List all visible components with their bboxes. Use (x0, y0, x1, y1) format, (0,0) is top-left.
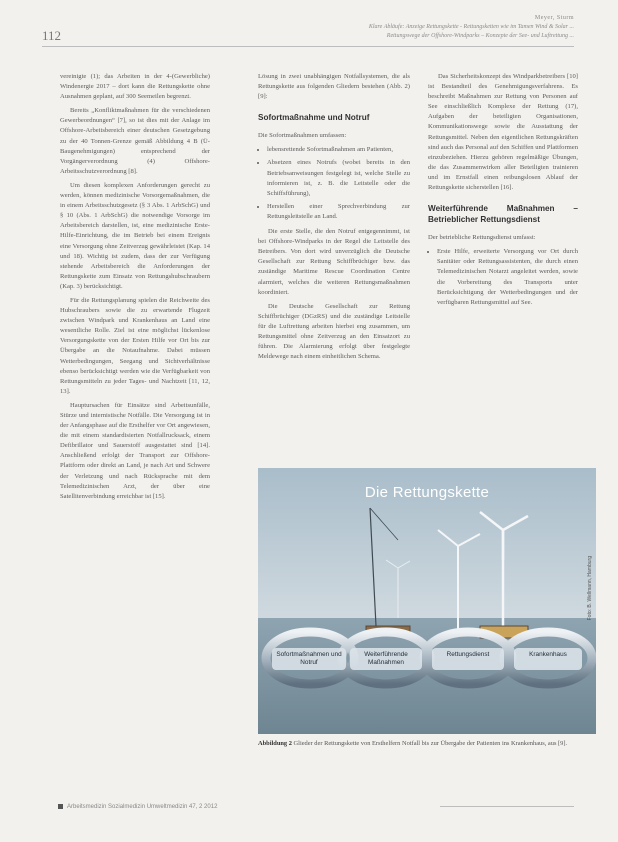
col3-paragraph: Das Sicherheitskonzept des Windparkbetreibers [10] ist Bestandteil des Genehmigungsverfahrens. Es beschreibt Maßnahmen zur Rettung von Personen auf See einschließlich Komplexe der Rettung (17), Aufgaben der beteiligten Organisationen, Kommunikationswege sowie die Ausstattung der Rettungsmittel. Neben den eigentlichen Rettungskräften sind auch das Personal auf den Schiffen und Plattformen einzubeziehen. Hierzu gehören regelmäßige Übungen, die das Zusammenwirken aller Beteiligten trainieren und im Ernstfall einen reibungslosen Ablauf der Rettungskette sicherstellen [16]. (428, 73, 578, 192)
photo-credit: Foto: B. Wellmann, Hamburg (587, 556, 593, 621)
col1-paragraph: Bereits „Konfliktmaßnahmen für die verschiedenen Gewerbeordnungen“ [7], so ist dies mit der Anlage im Offshore-Arbeitsbereich einer deutschen Gesetzgebung zu der 40 Tonnen-Grenze gemäß Abbildung 4 B (Ü-Baugenehmigungen) entsprechend der Vorgängerverordnung (4) Offshore-Arbeitsschutzverordnung [8]. (60, 107, 210, 175)
col1-paragraph: vereinigte (1); das Arbeiten in der 4-(Gewerbliche) Windenergie 2017 – dort kann die Rettungskette ohne Ausnahmen geplant, auf 300 Seemeilen begrenzt. (60, 73, 210, 101)
header-rule (42, 46, 574, 47)
list-item: • Herstellen einer Sprechverbindung zur Rettungsleitstelle an Land. (267, 202, 410, 222)
chain-link-label: Krankenhaus (529, 651, 567, 658)
list-item: • Absetzen eines Notrufs (wobei bereits in den Betriebsanweisungen festgelegt ist, welche Stelle zu informieren ist, z. B. die Leitstelle oder die Schiffsführung), (267, 158, 410, 198)
caption-label: Abbildung 2 (258, 740, 292, 747)
header-author: Meyer, Sturm (534, 15, 574, 21)
col2-bullet-list (258, 145, 410, 222)
chain-link-label: Rettungsdienst (446, 651, 490, 658)
footer-text: Arbeitsmedizin Sozialmedizin Umweltmedizin 47, 2 2012 (67, 804, 218, 811)
col2-paragraph: Die erste Stelle, die den Notruf entgegennimmt, ist bei Offshore-Windparks in der Regel die Leitstelle des Betreibers. Von dort wird unverzüglich die Deutsche Gesellschaft zur Rettung Schiffbrüchiger bzw. das zuständige Maritime Rescue Coordination Centre alarmiert, welches die weiteren Rettungsmaßnahmen koordiniert. (258, 228, 410, 296)
col3-bullet-list (428, 247, 578, 308)
rescue-chain-figure (258, 468, 596, 734)
offshore-photo (258, 468, 596, 734)
page-number: 112 (42, 28, 62, 43)
text-column-3 (428, 72, 578, 313)
col3-lead: Der betriebliche Rettungsdienst umfasst: (428, 234, 536, 242)
section-heading-weiterfuehrende: Weiterführende Maßnahmen – Betrieblicher Rettungsdienst (428, 204, 578, 225)
chain-link-label: Weiterführende Maßnahmen (364, 651, 408, 666)
header-running-title-2: Rettungswege der Offshore-Windparks – Konzepte der See- und Luftrettung ... (386, 33, 574, 39)
col2-lead: Die Sofortmaßnahmen umfassen: (258, 132, 347, 140)
col2-paragraph: Die Deutsche Gesellschaft zur Rettung Schiffbrüchiger (DGzRS) und die zuständige Leitstelle für die Luftrettung arbeiten hierbei eng zusammen, um Rettungsmittel ohne Zeitverzug an den Einsatzort zu führen. Die Alarmierung erfolgt über festgelegte Meldewege nach einem einheitlichen Schema. (258, 302, 410, 361)
col1-paragraph: Für die Rettungsplanung spielen die Reichweite des Hubschraubers sowie die zu erwartende Flugzeit zwischen Windpark und Krankenhaus an Land eine wesentliche Rolle. Ziel ist eine möglichst lückenlose Versorgungskette von der Ersten Hilfe vor Ort bis zur Übergabe an die Notaufnahme. Dabei müssen Wetterbedingungen, Seegang und Sichtverhältnisse ebenso berücksichtigt werden wie die Verfügbarkeit von Rettungsmitteln zu jeder Tages- und Nachtzeit [11, 12, 13]. (60, 296, 210, 395)
header-running-title-1: Klare Abläufe: Anzeige Rettungskette - Rettungsketten wie im Tamen Wind & Solar ... (368, 24, 574, 30)
col1-paragraph: Hauptursachen für Einsätze sind Arbeitsunfälle, Stürze und internistische Notfälle. Die Versorgung ist in der Anfangsphase auf die Ersthelfer vor Ort angewiesen, die mit einem standardisierten Notfallrucksack, einem Defibrillator und Sauerstoff ausgestattet sind [14]. Anschließend erfolgt der Transport zur Offshore-Plattform oder direkt an Land, je nach Art und Schwere der Verletzung und nach Rücksprache mit dem Telemedizinischen Arzt, der über eine Satellitenverbindung erreichbar ist [15]. (60, 401, 210, 500)
list-item: • lebensrettende Sofortmaßnahmen am Patienten, (267, 145, 410, 155)
col2-intro: Lösung in zwei unabhängigen Notfallsystemen, die als Rettungskette aus folgenden Gliedern bestehen (Abb. 2) [9]: (258, 73, 410, 101)
figure-title: Die Rettungskette (364, 484, 490, 501)
running-header (244, 14, 574, 41)
text-column-2 (258, 72, 410, 366)
col1-paragraph: Um diesen komplexen Anforderungen gerecht zu werden, können medizinische Vorsorgemaßnahmen, die in einem Arbeitsschutzgesetz (§ 3 Abs. 1 ArbSchG) und § 10 (Abs. 1 ArbSchG) die notwendige Vorsorge im Arbeitsbereich darstellen, ist, eine medizinische Erste-Hilfe-Einrichtung, die im Betrieb bei einem Ereignis eine Versorgung ohne Zeitverzug gewährleistet (Kap. 14 und 18). Wichtig ist zudem, dass der zur Verfügung stehende Arbeitsbereich die Anforderungen der Rettungskette zum Einsatz von Rettungshubschraubern (Kap. 3) berücksichtigt. (60, 181, 210, 290)
text-column-1 (60, 72, 210, 506)
page-footer (58, 804, 217, 810)
footer-square-icon (58, 804, 63, 809)
chain-link-label: Sofortmaßnahmen und Notruf (276, 651, 342, 666)
caption-text: Glieder der Rettungskette von Ersthelfern Notfall bis zur Übergabe der Patienten ins Krankenhaus, aus [9]. (293, 740, 568, 747)
list-item: • Erste Hilfe, erweiterte Versorgung vor Ort durch Sanitäter oder Rettungsassistenten, die durch einen Telemedizinischen Notarzt angeleitet werden, sowie die Vorbereitung des Transports unter Berücksichtigung der Wetterbedingungen und der verfügbaren Rettungsmittel auf See. (437, 247, 578, 308)
figure-caption (258, 739, 588, 748)
section-heading-sofortmassnahme: Sofortmaßnahme und Notruf (258, 113, 370, 123)
footer-rule (440, 806, 574, 807)
